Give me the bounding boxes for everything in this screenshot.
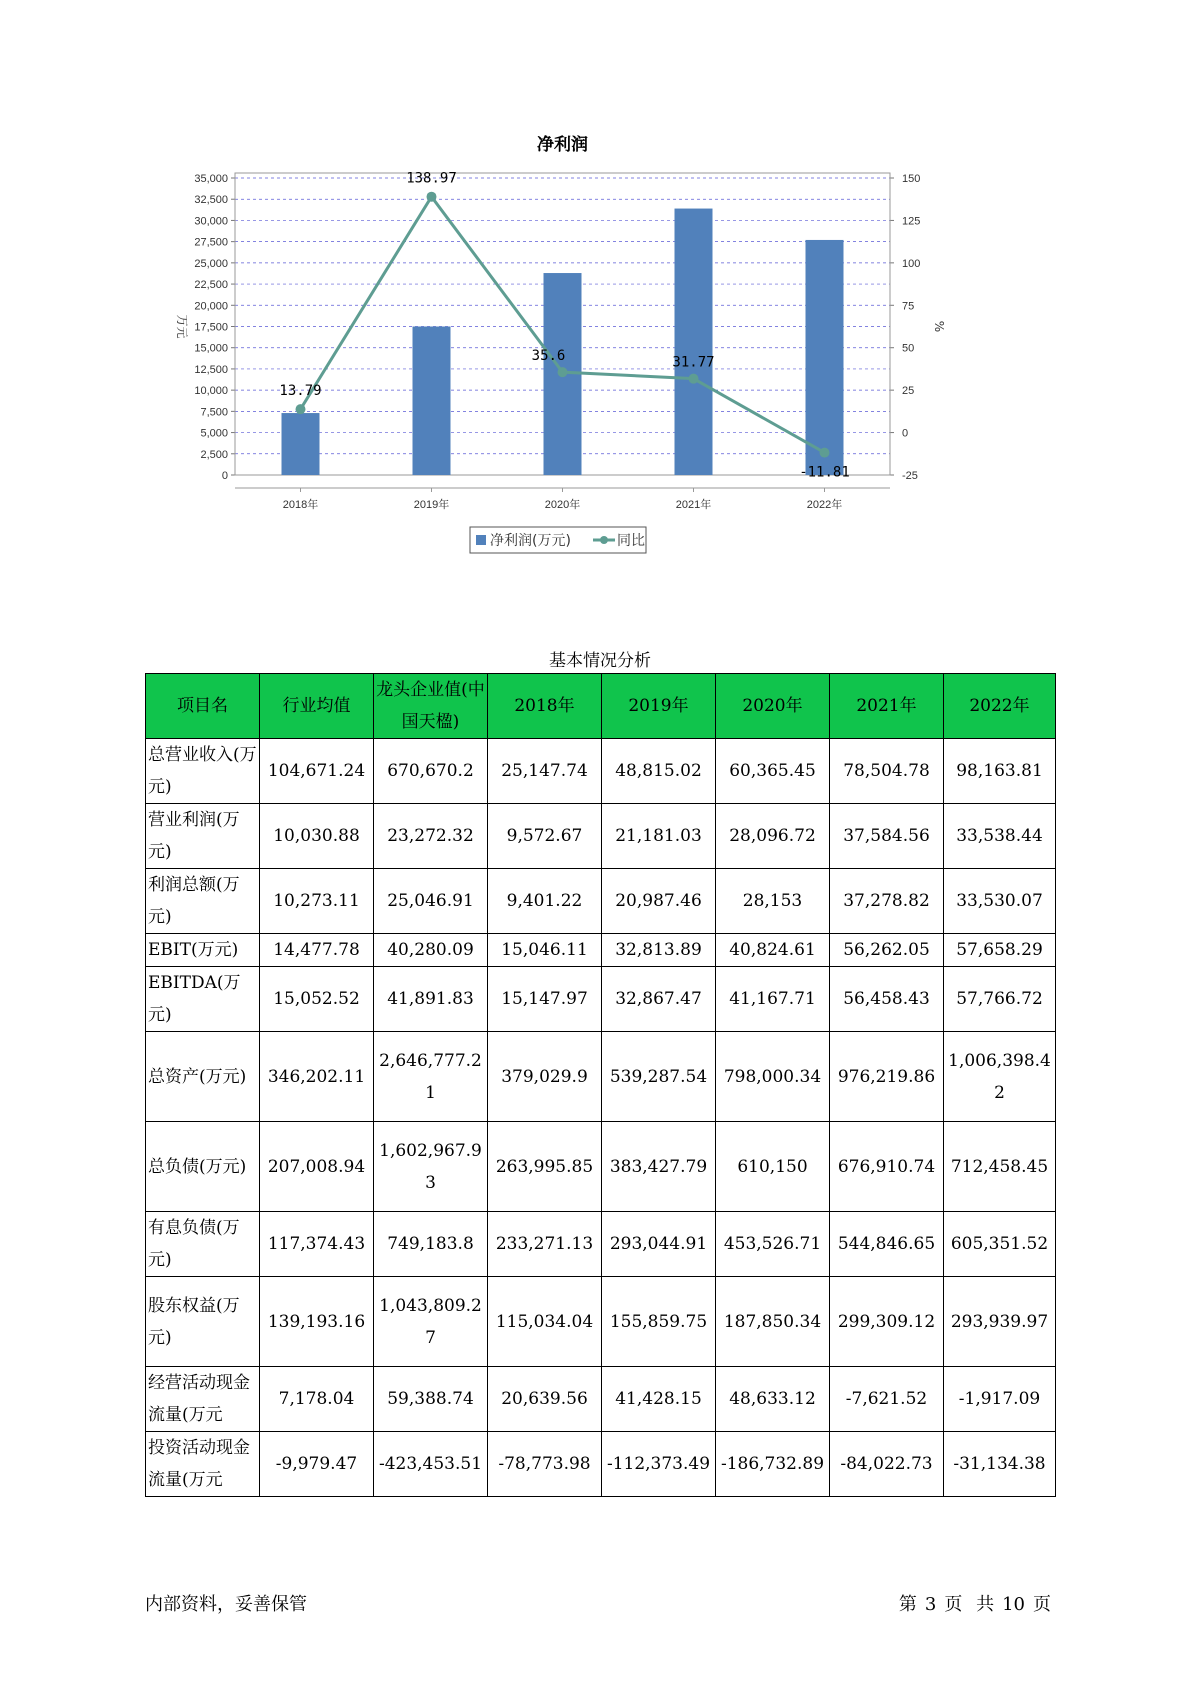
y-right-tick-label: 125 [902, 215, 921, 228]
table-cell: 37,278.82 [830, 869, 944, 934]
row-label-cell: EBIT(万元) [146, 934, 260, 967]
table-caption: 基本情况分析 [549, 651, 651, 671]
table-cell: 1,602,967.93 [374, 1122, 488, 1212]
row-label-cell: 投资活动现金流量(万元 [146, 1432, 260, 1497]
table-header-row [146, 674, 1056, 739]
yoy-point [427, 192, 437, 202]
table-row [146, 967, 1056, 1032]
footer-confidential-note: 内部资料，妥善保管 [145, 1594, 307, 1615]
row-label-cell: 总资产(万元) [146, 1032, 260, 1122]
y-left-tick-label: 7,500 [200, 406, 228, 419]
table-cell: 33,530.07 [944, 869, 1056, 934]
table-cell: 56,262.05 [830, 934, 944, 967]
y-left-tick-label: 25,000 [194, 257, 228, 270]
table-cell: 78,504.78 [830, 739, 944, 804]
table-cell: 48,633.12 [716, 1367, 830, 1432]
yoy-point [820, 448, 830, 458]
table-cell: 299,309.12 [830, 1277, 944, 1367]
row-label-cell: 利润总额(万元) [146, 869, 260, 934]
table-cell: 187,850.34 [716, 1277, 830, 1367]
x-tick-label: 2021年 [675, 499, 712, 511]
net-profit-chart [170, 130, 1000, 600]
yoy-point [296, 404, 306, 414]
yoy-data-label: 138.97 [406, 170, 457, 187]
table-cell: -186,732.89 [716, 1432, 830, 1497]
y-right-tick-label: 0 [902, 427, 909, 440]
table-cell: 25,147.74 [488, 739, 602, 804]
table-cell: 9,401.22 [488, 869, 602, 934]
table-header-cell: 项目名 [146, 674, 260, 739]
row-label-cell: 股东权益(万元) [146, 1277, 260, 1367]
row-label-cell: 经营活动现金流量(万元 [146, 1367, 260, 1432]
table-cell: 670,670.2 [374, 739, 488, 804]
y-left-tick-label: 20,000 [194, 300, 228, 313]
table-cell: 20,639.56 [488, 1367, 602, 1432]
table-cell: 798,000.34 [716, 1032, 830, 1122]
table-cell: 2,646,777.21 [374, 1032, 488, 1122]
y-left-tick-label: 12,500 [194, 363, 228, 376]
table-cell: 59,388.74 [374, 1367, 488, 1432]
yoy-data-label: -11.81 [799, 464, 850, 481]
table-cell: 41,891.83 [374, 967, 488, 1032]
table-cell: 41,428.15 [602, 1367, 716, 1432]
y-right-axis-title: % [932, 320, 946, 333]
total-prefix: 共 [976, 1594, 995, 1615]
table-row [146, 1367, 1056, 1432]
table-cell: 117,374.43 [260, 1212, 374, 1277]
table-cell: 21,181.03 [602, 804, 716, 869]
table-cell: 32,867.47 [602, 967, 716, 1032]
table-cell: 544,846.65 [830, 1212, 944, 1277]
y-left-tick-label: 17,500 [194, 321, 228, 334]
yoy-point [558, 367, 568, 377]
table-cell: 263,995.85 [488, 1122, 602, 1212]
table-row [146, 1122, 1056, 1212]
table-header-cell: 2020年 [716, 674, 830, 739]
legend-swatch-point [600, 536, 608, 544]
y-left-tick-label: 10,000 [194, 385, 228, 398]
table-cell: 976,219.86 [830, 1032, 944, 1122]
row-label-cell: 有息负债(万元) [146, 1212, 260, 1277]
y-left-tick-label: 5,000 [200, 427, 228, 440]
y-left-tick-label: 15,000 [194, 342, 228, 355]
table-cell: 155,859.75 [602, 1277, 716, 1367]
table-cell: 56,458.43 [830, 967, 944, 1032]
table-cell: 676,910.74 [830, 1122, 944, 1212]
table-row [146, 1032, 1056, 1122]
table-cell: -1,917.09 [944, 1367, 1056, 1432]
table-cell: 40,824.61 [716, 934, 830, 967]
table-body [146, 739, 1056, 1497]
table-cell: 346,202.11 [260, 1032, 374, 1122]
table-cell: 10,030.88 [260, 804, 374, 869]
total-suffix: 页 [1033, 1594, 1051, 1615]
row-label-cell: EBITDA(万元) [146, 967, 260, 1032]
table-cell: 37,584.56 [830, 804, 944, 869]
table-cell: 712,458.45 [944, 1122, 1056, 1212]
y-right-tick-label: 75 [902, 300, 915, 313]
y-right-tick-label: 50 [902, 342, 915, 355]
table-cell: 1,043,809.27 [374, 1277, 488, 1367]
y-right-tick-label: 150 [902, 173, 921, 185]
table-cell: 33,538.44 [944, 804, 1056, 869]
table-cell: 207,008.94 [260, 1122, 374, 1212]
table-header-cell: 龙头企业值(中国天楹) [374, 674, 488, 739]
table-header-cell: 2021年 [830, 674, 944, 739]
x-tick-label: 2022年 [806, 499, 843, 511]
page-number: 3 [924, 1594, 937, 1615]
table-row [146, 869, 1056, 934]
legend-swatch-bar [476, 535, 486, 545]
table-cell: 7,178.04 [260, 1367, 374, 1432]
table-cell: 605,351.52 [944, 1212, 1056, 1277]
y-right-tick-label: 100 [902, 257, 921, 270]
bar-net-profit [675, 209, 713, 475]
bar-net-profit [806, 240, 844, 475]
table-cell: 293,044.91 [602, 1212, 716, 1277]
table-cell: -84,022.73 [830, 1432, 944, 1497]
table-cell: 28,153 [716, 869, 830, 934]
y-right-tick-label: -25 [902, 470, 918, 482]
legend-label-bar: 净利润(万元) [490, 533, 571, 549]
table-cell: -31,134.38 [944, 1432, 1056, 1497]
row-label-cell: 总营业收入(万元) [146, 739, 260, 804]
table-row [146, 739, 1056, 804]
table-row [146, 934, 1056, 967]
table-cell: 9,572.67 [488, 804, 602, 869]
table-header-cell: 2018年 [488, 674, 602, 739]
y-left-tick-label: 0 [221, 470, 228, 482]
table-cell: 60,365.45 [716, 739, 830, 804]
table-cell: 32,813.89 [602, 934, 716, 967]
table-cell: 20,987.46 [602, 869, 716, 934]
y-left-axis-title: 万元 [175, 314, 189, 339]
row-label-cell: 营业利润(万元) [146, 804, 260, 869]
y-left-tick-label: 35,000 [194, 173, 228, 185]
table-cell: 15,147.97 [488, 967, 602, 1032]
y-left-tick-label: 27,500 [194, 236, 228, 249]
footer-page-info [895, 1590, 1055, 1616]
y-left-tick-label: 22,500 [194, 279, 228, 292]
legend-label-line: 同比 [617, 533, 645, 549]
y-right-tick-label: 25 [902, 385, 915, 398]
table-cell: 1,006,398.42 [944, 1032, 1056, 1122]
table-cell: 139,193.16 [260, 1277, 374, 1367]
table-cell: 15,052.52 [260, 967, 374, 1032]
y-left-tick-label: 32,500 [194, 194, 228, 207]
table-cell: -9,979.47 [260, 1432, 374, 1497]
analysis-table [145, 673, 1056, 1497]
table-row [146, 1277, 1056, 1367]
table-cell: 25,046.91 [374, 869, 488, 934]
table-cell: 10,273.11 [260, 869, 374, 934]
table-cell: 57,766.72 [944, 967, 1056, 1032]
table-cell: 115,034.04 [488, 1277, 602, 1367]
table-header-cell: 行业均值 [260, 674, 374, 739]
table-cell: 233,271.13 [488, 1212, 602, 1277]
chart-svg [170, 130, 1000, 600]
table-cell: 28,096.72 [716, 804, 830, 869]
table-cell: 23,272.32 [374, 804, 488, 869]
x-tick-label: 2018年 [282, 499, 319, 511]
table-cell: 14,477.78 [260, 934, 374, 967]
y-left-tick-label: 2,500 [200, 448, 228, 461]
table-cell: 41,167.71 [716, 967, 830, 1032]
yoy-data-label: 35.6 [531, 348, 566, 365]
table-cell: 749,183.8 [374, 1212, 488, 1277]
x-tick-label: 2020年 [544, 499, 581, 511]
y-left-tick-label: 30,000 [194, 215, 228, 228]
table-cell: 57,658.29 [944, 934, 1056, 967]
chart-title: 净利润 [537, 135, 588, 155]
page-prefix: 第 [898, 1594, 917, 1615]
table-cell: -112,373.49 [602, 1432, 716, 1497]
table-cell: 48,815.02 [602, 739, 716, 804]
total-pages: 10 [1002, 1594, 1025, 1615]
table-cell: -423,453.51 [374, 1432, 488, 1497]
table-cell: 15,046.11 [488, 934, 602, 967]
table-cell: -78,773.98 [488, 1432, 602, 1497]
yoy-data-label: 13.79 [279, 383, 322, 400]
row-label-cell: 总负债(万元) [146, 1122, 260, 1212]
yoy-data-label: 31.77 [672, 354, 715, 371]
table-row [146, 1432, 1056, 1497]
yoy-point [689, 374, 699, 384]
table-header-cell: 2022年 [944, 674, 1056, 739]
page-suffix: 页 [944, 1594, 963, 1615]
table-row [146, 804, 1056, 869]
bar-net-profit [413, 327, 451, 476]
table-header-cell: 2019年 [602, 674, 716, 739]
table-cell: 453,526.71 [716, 1212, 830, 1277]
table-cell: 383,427.79 [602, 1122, 716, 1212]
table-cell: 293,939.97 [944, 1277, 1056, 1367]
bar-net-profit [282, 413, 320, 475]
table-cell: 539,287.54 [602, 1032, 716, 1122]
table-cell: -7,621.52 [830, 1367, 944, 1432]
table-row [146, 1212, 1056, 1277]
table-cell: 40,280.09 [374, 934, 488, 967]
x-tick-label: 2019年 [413, 499, 450, 511]
table-cell: 379,029.9 [488, 1032, 602, 1122]
table-cell: 610,150 [716, 1122, 830, 1212]
table-cell: 98,163.81 [944, 739, 1056, 804]
table-cell: 104,671.24 [260, 739, 374, 804]
